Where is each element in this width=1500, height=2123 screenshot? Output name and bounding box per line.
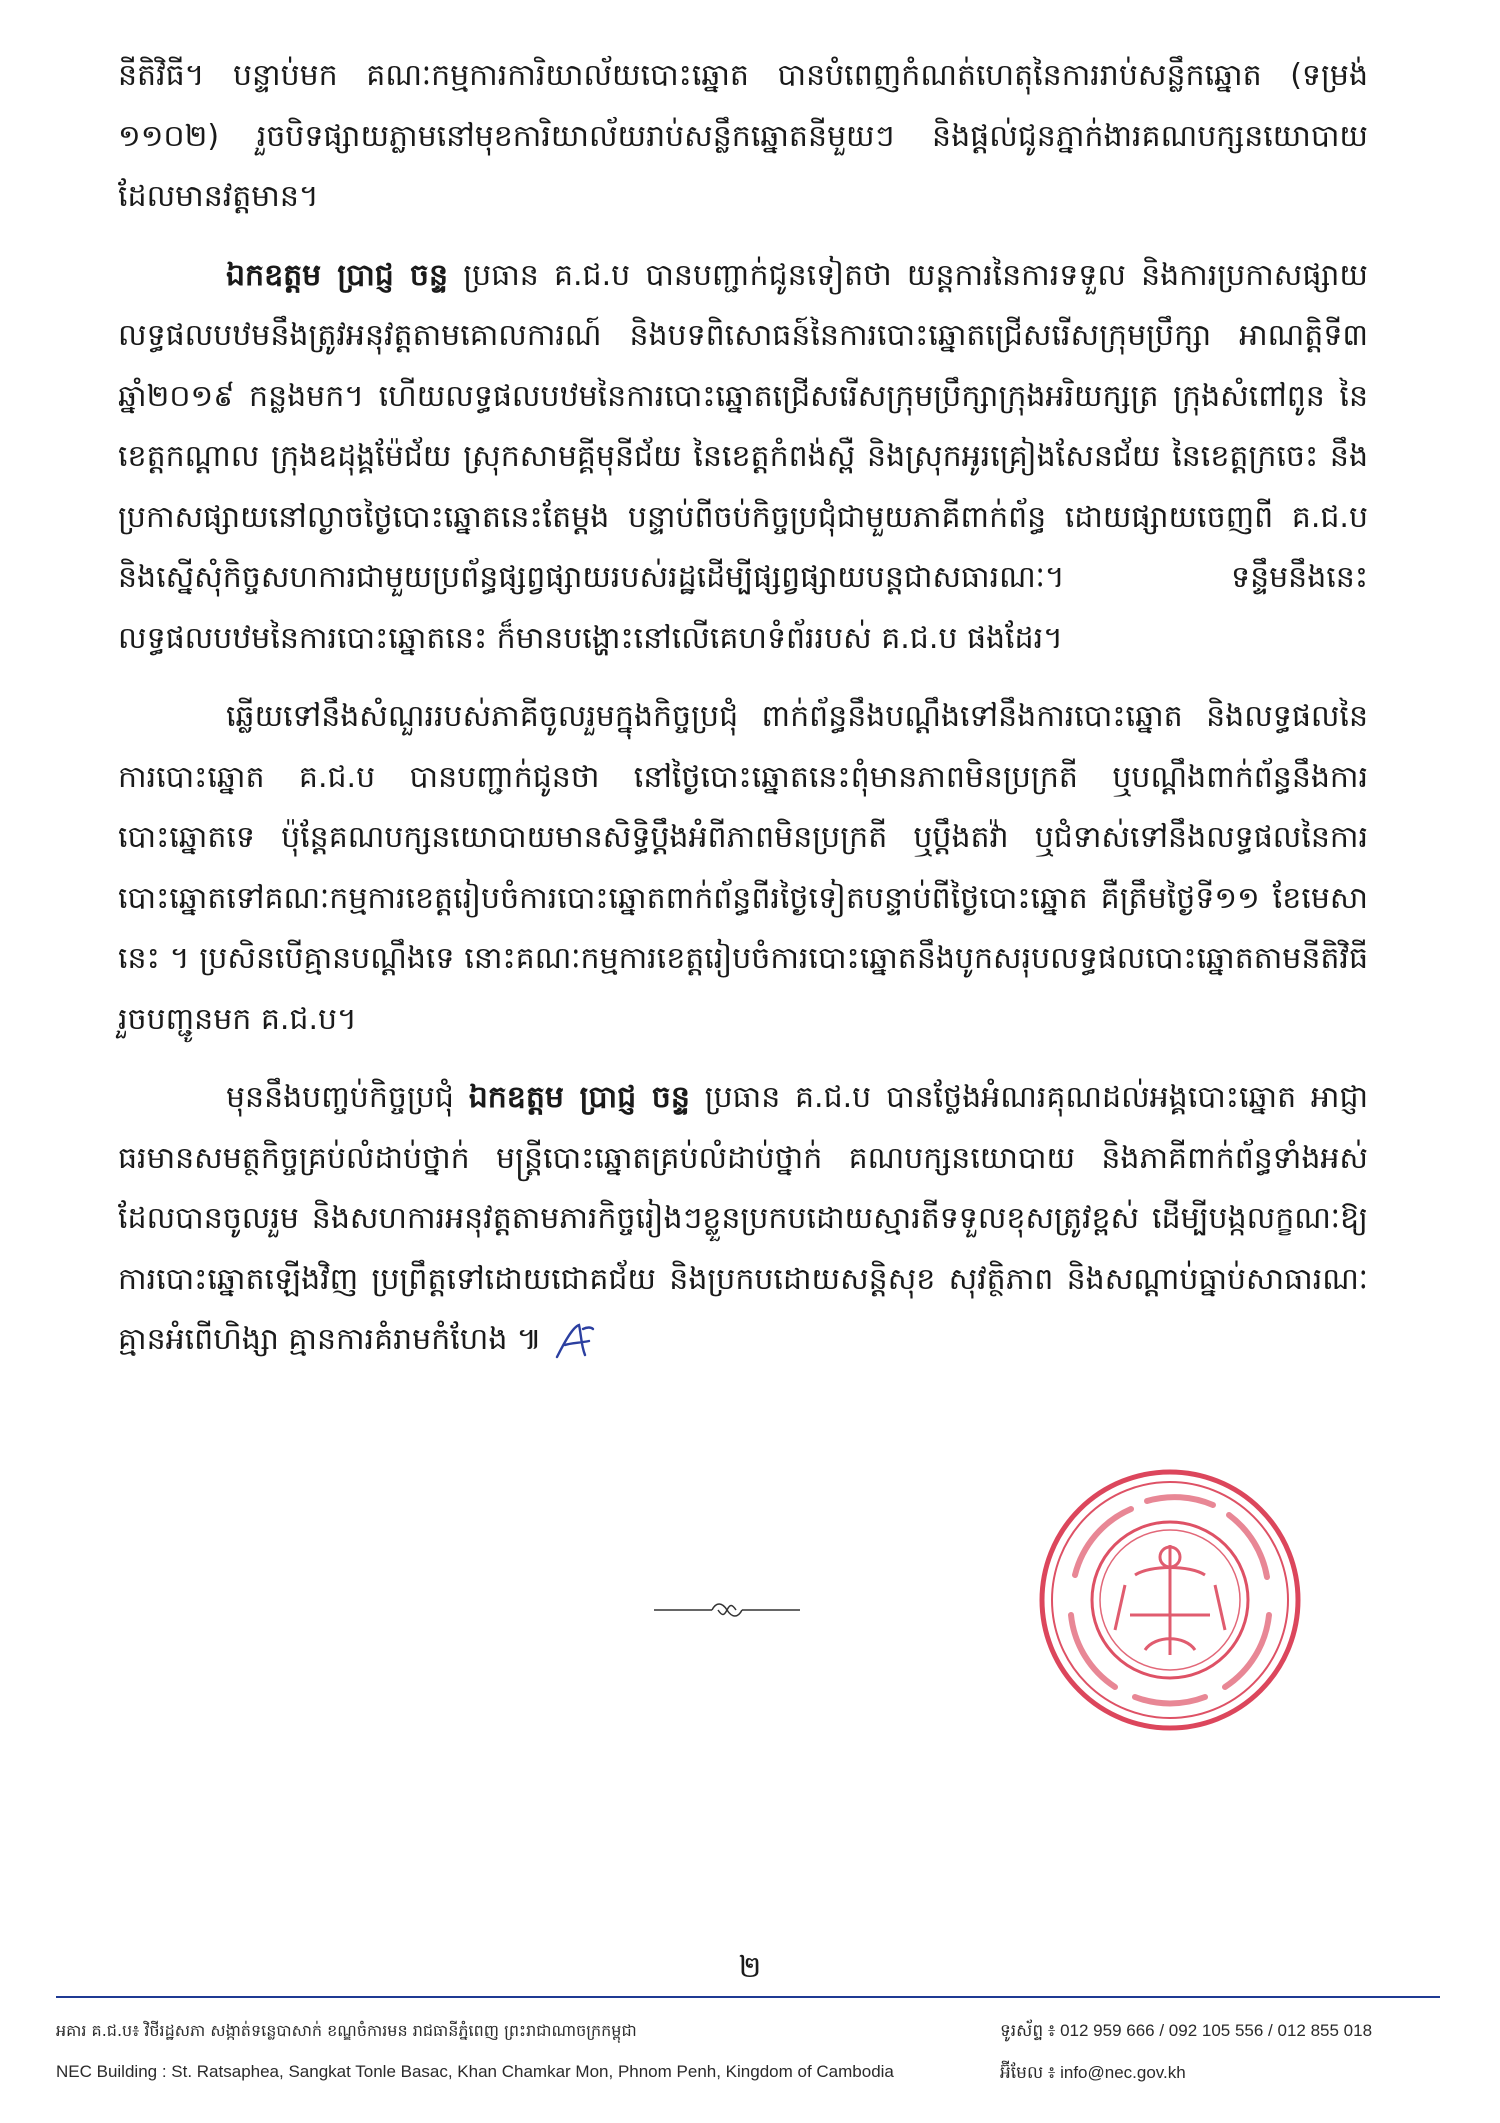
handwritten-initial-icon [551,1319,595,1363]
paragraph-1 [118,46,1368,228]
footer-address-english: NEC Building : St. Ratsaphea, Sangkat Tonle Basac, Khan Chamkar Mon, Phnom Penh, Kingdom of Cambodia [56,2062,894,2081]
footer-email[interactable]: អ៊ីមែល ៖ info@nec.gov.kh [1000,2063,1186,2082]
paragraph-4-lead: មុននឹងបញ្ចប់កិច្ចប្រជុំ [226,1080,469,1115]
paragraph-2-text: ប្រធាន គ.ជ.ប បានបញ្ជាក់ជូនទៀតថា យន្តការនៃការទទួល និងការប្រកាសផ្សាយលទ្ធផលបឋមនឹងត្រូវអនុវត្តតាមគោលការណ៍ និងបទពិសោធន៍នៃការបោះឆ្នោតជ្រើសរើសក្រុមប្រឹក្សា អាណត្តិទី៣ ឆ្នាំ២០១៩ កន្លងមក។ ហើយលទ្ធផលបឋមនៃការបោះឆ្នោតជ្រើសរើសក្រុមប្រឹក្សាក្រុងអរិយក្សត្រ ក្រុងសំពៅពូន នៃខេត្តកណ្តាល ក្រុងឧដុង្គម៉ែជ័យ ស្រុកសាមគ្គីមុនីជ័យ នៃខេត្តកំពង់ស្ពឺ និងស្រុកអូរគ្រៀងសែនជ័យ នៃខេត្តក្រចេះ នឹងប្រកាសផ្សាយនៅល្ងាចថ្ងៃបោះឆ្នោតនេះតែម្តង បន្ទាប់ពីចប់កិច្ចប្រជុំជាមួយភាគីពាក់ព័ន្ធ ដោយផ្សាយចេញពី គ.ជ.ប និងស្នើសុំកិច្ចសហការជាមួយប្រព័ន្ធផ្សព្វផ្សាយរបស់រដ្ឋដើម្បីផ្សព្វផ្សាយបន្តជាសធារណៈ។ ទន្ទឹមនឹងនេះ លទ្ធផលបឋមនៃការបោះឆ្នោតនេះ ក៏មានបង្ហោះនៅលើគេហទំព័ររបស់ គ.ជ.ប ផងដែរ។ [118,257,1368,656]
footer-address-khmer: អគារ គ.ជ.ប៖ វិថីរដ្ឋសភា សង្កាត់ទន្លេបាសាក់ ខណ្ឌចំការមន រាជធានីភ្នំពេញ ព្រះរាជាណាចក្រកម្ពុជា [56,2021,637,2040]
footer-phone: ទូរស័ព្ទ ៖ 012 959 666 / 092 105 556 / 012 855 018 [1000,2021,1373,2040]
official-seal-icon [1035,1465,1305,1735]
paragraph-3-text: ឆ្លើយទៅនឹងសំណួររបស់ភាគីចូលរួមក្នុងកិច្ចប្រជុំ ពាក់ព័ន្ធនឹងបណ្តឹងទៅនឹងការបោះឆ្នោត និងលទ្ធផលនៃការបោះឆ្នោត គ.ជ.ប បានបញ្ជាក់ជូនថា នៅថ្ងៃបោះឆ្នោតនេះពុំមានភាពមិនប្រក្រតី ឬបណ្តឹងពាក់ព័ន្ធនឹងការបោះឆ្នោតទេ ប៉ុន្តែគណបក្សនយោបាយមានសិទ្ធិប្តឹងអំពីភាពមិនប្រក្រតី ឬប្តឹងតវ៉ា ឬជំទាស់ទៅនឹងលទ្ធផលនៃការបោះឆ្នោតទៅគណៈកម្មការខេត្តរៀបចំការបោះឆ្នោតពាក់ព័ន្ធពីរថ្ងៃទៀតបន្ទាប់ពីថ្ងៃបោះឆ្នោត គឺត្រឹមថ្ងៃទី១១ ខែមេសា នេះ ។ ប្រសិនបើគ្មានបណ្តឹងទេ នោះគណៈកម្មការខេត្តរៀបចំការបោះឆ្នោតនឹងបូកសរុបលទ្ធផលបោះឆ្នោតតាមនីតិវិធី រួចបញ្ជូនមក គ.ជ.ប។ [118,699,1368,1037]
speaker-name-2: ឯកឧត្តម ប្រាជ្ញ ចន្ទ [468,1080,690,1115]
paragraph-4-text: ប្រធាន គ.ជ.ប បានថ្លែងអំណរគុណដល់អង្គបោះឆ្នោត អាជ្ញាធរមានសមត្ថកិច្ចគ្រប់លំដាប់ថ្នាក់ មន្ត្រីបោះឆ្នោតគ្រប់លំដាប់ថ្នាក់ គណបក្សនយោបាយ និងភាគីពាក់ព័ន្ធទាំងអស់ ដែលបានចូលរួម និងសហការអនុវត្តតាមភារកិច្ចរៀងៗខ្លួនប្រកបដោយស្មារតីទទួលខុសត្រូវខ្ពស់ ដើម្បីបង្កលក្ខណៈឱ្យការបោះឆ្នោតឡើងវិញ ប្រព្រឹត្តទៅដោយជោគជ័យ និងប្រកបដោយសន្តិសុខ សុវត្ថិភាព និងសណ្តាប់ធ្នាប់សាធារណៈ គ្មានអំពើហិង្សា គ្មានការគំរាមកំហែង ៕ [118,1080,1369,1357]
body-text [118,46,1368,1389]
paragraph-3 [118,687,1368,1050]
paragraph-4 [118,1068,1368,1371]
speaker-name: ឯកឧត្តម ប្រាជ្ញ ចន្ទ [226,257,449,293]
page-number: ២ [738,1950,762,1985]
divider-ornament-icon [652,1598,802,1622]
footer-divider [56,1996,1440,1998]
paragraph-1-text: នីតិវិធី។ បន្ទាប់មក គណៈកម្មការការិយាល័យបោះឆ្នោត បានបំពេញកំណត់ហេតុនៃការរាប់សន្លឹកឆ្នោត (ទម្រង់ ១១០២) រួចបិទផ្សាយភ្លាមនៅមុខការិយាល័យរាប់សន្លឹកឆ្នោតនីមួយៗ និងផ្តល់ជូនភ្នាក់ងារគណបក្សនយោបាយដែលមានវត្តមាន។ [118,58,1368,214]
paragraph-2 [118,246,1368,670]
